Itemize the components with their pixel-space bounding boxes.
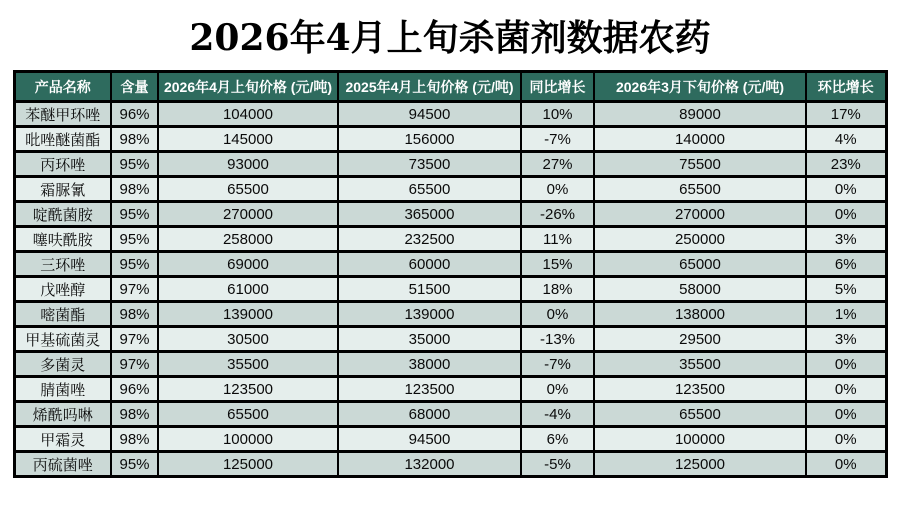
value-cell: 97% — [111, 327, 158, 352]
table-header — [14, 72, 886, 102]
product-name-cell: 甲霜灵 — [14, 427, 111, 452]
value-cell: 94500 — [338, 102, 521, 127]
value-cell: 95% — [111, 452, 158, 477]
column-header: 含量 — [111, 72, 158, 102]
value-cell: 17% — [806, 102, 886, 127]
value-cell: 69000 — [158, 252, 338, 277]
table-body — [14, 102, 886, 477]
value-cell: -5% — [521, 452, 594, 477]
column-header: 产品名称 — [14, 72, 111, 102]
column-header: 2026年4月上旬价格 (元/吨) — [158, 72, 338, 102]
product-name-cell: 啶酰菌胺 — [14, 202, 111, 227]
value-cell: 73500 — [338, 152, 521, 177]
value-cell: 61000 — [158, 277, 338, 302]
value-cell: 100000 — [158, 427, 338, 452]
value-cell: 125000 — [158, 452, 338, 477]
table-row — [14, 377, 886, 402]
value-cell: 94500 — [338, 427, 521, 452]
value-cell: 139000 — [338, 302, 521, 327]
value-cell: 95% — [111, 202, 158, 227]
column-header: 同比增长 — [521, 72, 594, 102]
value-cell: 0% — [521, 377, 594, 402]
value-cell: 270000 — [158, 202, 338, 227]
value-cell: 98% — [111, 302, 158, 327]
value-cell: 18% — [521, 277, 594, 302]
value-cell: 97% — [111, 352, 158, 377]
table-row — [14, 152, 886, 177]
value-cell: 0% — [521, 177, 594, 202]
table-row — [14, 302, 886, 327]
page-title: 2026年4月上旬杀菌剂数据农药 — [189, 17, 711, 59]
value-cell: -13% — [521, 327, 594, 352]
value-cell: 140000 — [594, 127, 806, 152]
value-cell: 123500 — [158, 377, 338, 402]
product-name-cell: 三环唑 — [14, 252, 111, 277]
value-cell: 138000 — [594, 302, 806, 327]
table-row — [14, 452, 886, 477]
value-cell: 95% — [111, 252, 158, 277]
table-row — [14, 127, 886, 152]
value-cell: 89000 — [594, 102, 806, 127]
value-cell: 29500 — [594, 327, 806, 352]
product-name-cell: 甲基硫菌灵 — [14, 327, 111, 352]
value-cell: 65500 — [338, 177, 521, 202]
table-row — [14, 352, 886, 377]
table-row — [14, 277, 886, 302]
table-row — [14, 227, 886, 252]
value-cell: 30500 — [158, 327, 338, 352]
value-cell: 100000 — [594, 427, 806, 452]
value-cell: 96% — [111, 377, 158, 402]
table-row — [14, 202, 886, 227]
product-name-cell: 腈菌唑 — [14, 377, 111, 402]
value-cell: 35500 — [158, 352, 338, 377]
value-cell: 3% — [806, 227, 886, 252]
value-cell: 38000 — [338, 352, 521, 377]
value-cell: 258000 — [158, 227, 338, 252]
value-cell: 0% — [806, 202, 886, 227]
table-row — [14, 177, 886, 202]
value-cell: 27% — [521, 152, 594, 177]
value-cell: 65500 — [594, 177, 806, 202]
value-cell: 6% — [521, 427, 594, 452]
value-cell: 123500 — [338, 377, 521, 402]
table-row — [14, 252, 886, 277]
value-cell: 145000 — [158, 127, 338, 152]
value-cell: -7% — [521, 127, 594, 152]
product-name-cell: 丙硫菌唑 — [14, 452, 111, 477]
column-header: 2025年4月上旬价格 (元/吨) — [338, 72, 521, 102]
table-row — [14, 102, 886, 127]
value-cell: -26% — [521, 202, 594, 227]
value-cell: 132000 — [338, 452, 521, 477]
value-cell: 0% — [806, 427, 886, 452]
value-cell: 125000 — [594, 452, 806, 477]
value-cell: -4% — [521, 402, 594, 427]
value-cell: 98% — [111, 427, 158, 452]
value-cell: 97% — [111, 277, 158, 302]
price-table — [13, 70, 888, 478]
value-cell: 0% — [806, 452, 886, 477]
column-header: 环比增长 — [806, 72, 886, 102]
value-cell: 65500 — [594, 402, 806, 427]
table-row — [14, 327, 886, 352]
value-cell: 35500 — [594, 352, 806, 377]
table-row — [14, 427, 886, 452]
product-name-cell: 多菌灵 — [14, 352, 111, 377]
value-cell: 139000 — [158, 302, 338, 327]
product-name-cell: 噻呋酰胺 — [14, 227, 111, 252]
value-cell: 10% — [521, 102, 594, 127]
product-name-cell: 烯酰吗啉 — [14, 402, 111, 427]
value-cell: 95% — [111, 152, 158, 177]
value-cell: 232500 — [338, 227, 521, 252]
value-cell: 98% — [111, 177, 158, 202]
value-cell: 1% — [806, 302, 886, 327]
value-cell: 93000 — [158, 152, 338, 177]
column-header: 2026年3月下旬价格 (元/吨) — [594, 72, 806, 102]
value-cell: 65500 — [158, 177, 338, 202]
product-name-cell: 嘧菌酯 — [14, 302, 111, 327]
value-cell: 60000 — [338, 252, 521, 277]
value-cell: 0% — [806, 377, 886, 402]
value-cell: -7% — [521, 352, 594, 377]
value-cell: 0% — [806, 402, 886, 427]
value-cell: 0% — [521, 302, 594, 327]
value-cell: 270000 — [594, 202, 806, 227]
value-cell: 6% — [806, 252, 886, 277]
value-cell: 365000 — [338, 202, 521, 227]
value-cell: 98% — [111, 402, 158, 427]
value-cell: 5% — [806, 277, 886, 302]
header-row — [14, 72, 886, 102]
product-name-cell: 苯醚甲环唑 — [14, 102, 111, 127]
product-name-cell: 戊唑醇 — [14, 277, 111, 302]
value-cell: 15% — [521, 252, 594, 277]
product-name-cell: 霜脲氰 — [14, 177, 111, 202]
value-cell: 23% — [806, 152, 886, 177]
value-cell: 75500 — [594, 152, 806, 177]
value-cell: 11% — [521, 227, 594, 252]
table-row — [14, 402, 886, 427]
value-cell: 96% — [111, 102, 158, 127]
value-cell: 68000 — [338, 402, 521, 427]
value-cell: 4% — [806, 127, 886, 152]
value-cell: 35000 — [338, 327, 521, 352]
value-cell: 65000 — [594, 252, 806, 277]
value-cell: 65500 — [158, 402, 338, 427]
value-cell: 104000 — [158, 102, 338, 127]
value-cell: 51500 — [338, 277, 521, 302]
value-cell: 95% — [111, 227, 158, 252]
value-cell: 156000 — [338, 127, 521, 152]
value-cell: 98% — [111, 127, 158, 152]
value-cell: 250000 — [594, 227, 806, 252]
product-name-cell: 丙环唑 — [14, 152, 111, 177]
value-cell: 0% — [806, 177, 886, 202]
value-cell: 58000 — [594, 277, 806, 302]
value-cell: 123500 — [594, 377, 806, 402]
product-name-cell: 吡唑醚菌酯 — [14, 127, 111, 152]
value-cell: 0% — [806, 352, 886, 377]
value-cell: 3% — [806, 327, 886, 352]
